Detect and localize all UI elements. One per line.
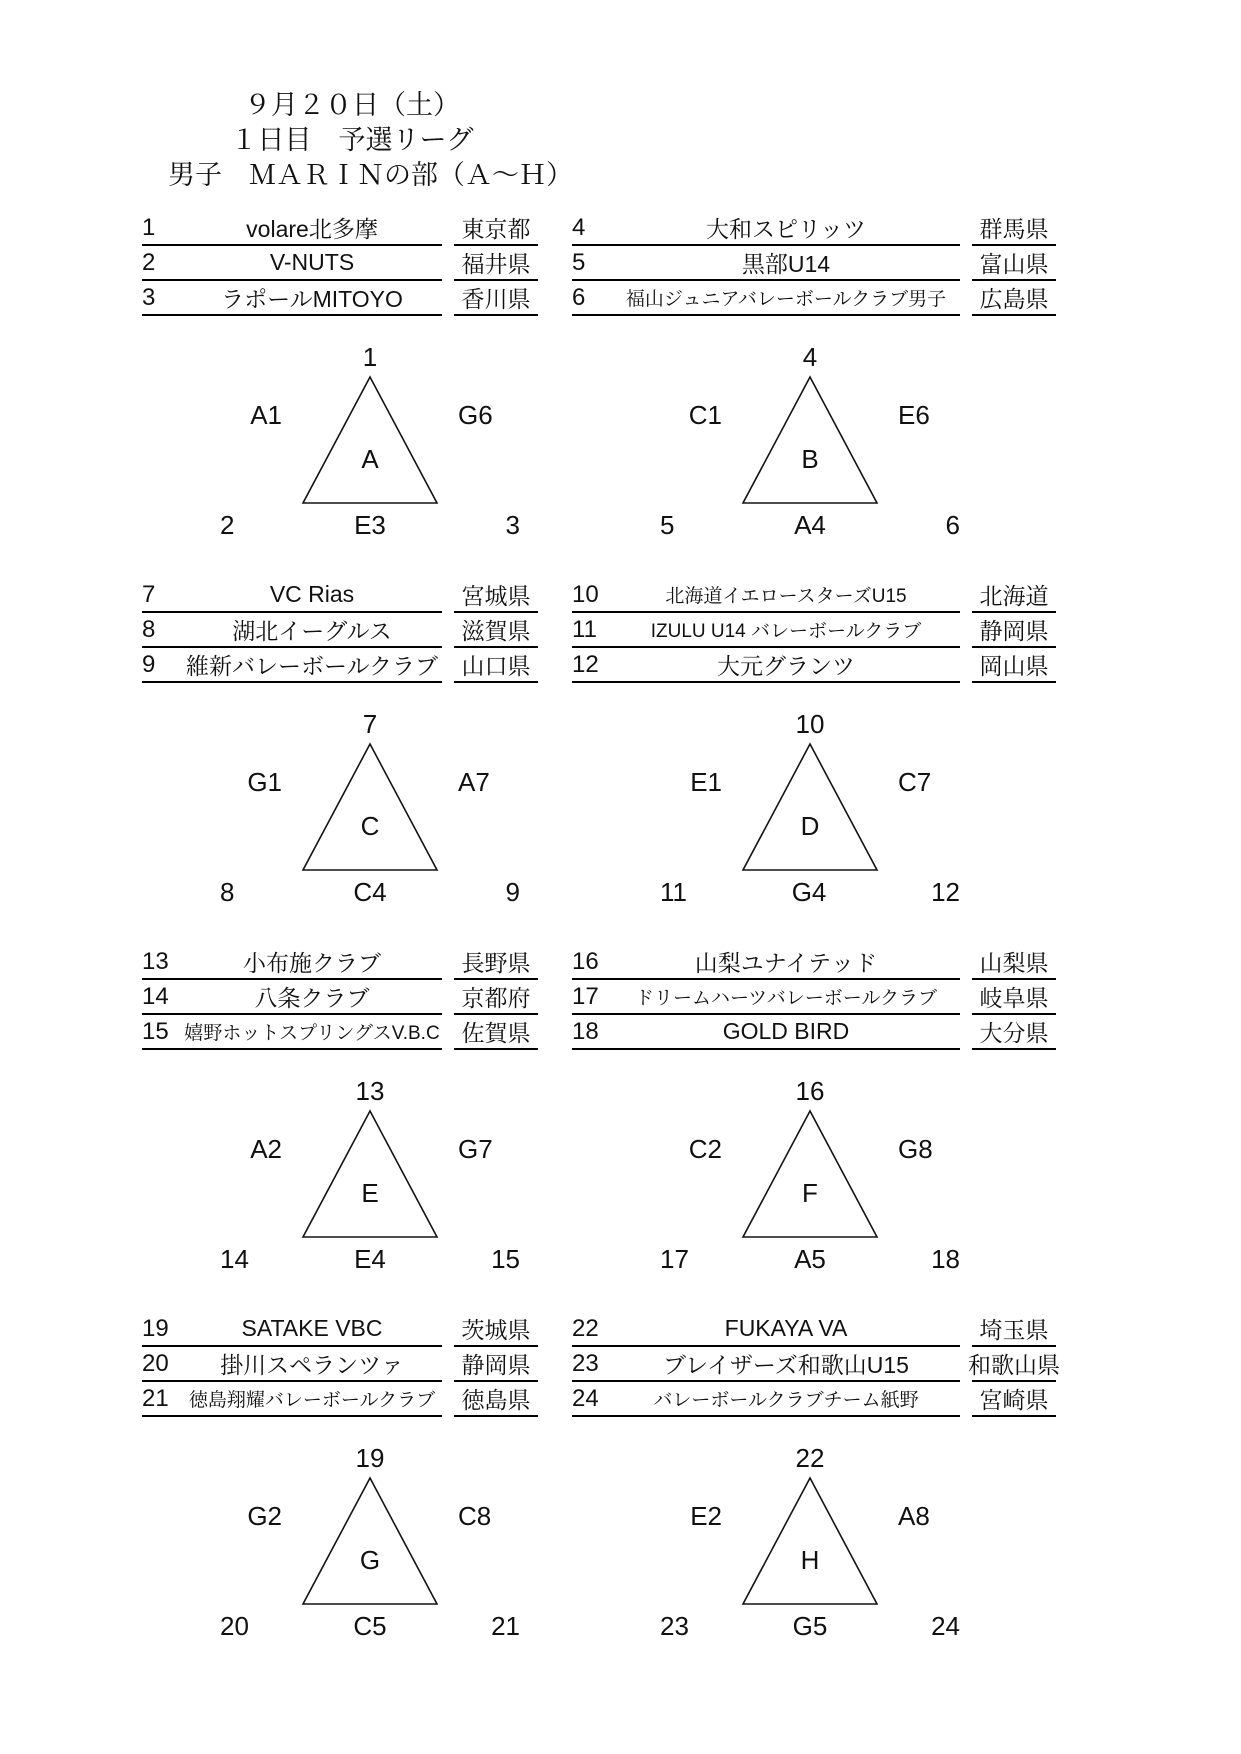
team-name: 嬉野ホットスプリングスV.B.C [184, 1023, 440, 1044]
team-row-main [572, 613, 960, 648]
team-prefecture: 佐賀県 [454, 1015, 538, 1050]
team-prefecture: 山梨県 [972, 945, 1056, 980]
team-row-main [572, 281, 960, 316]
team-number: 6 [572, 283, 586, 311]
table-row [142, 1015, 538, 1050]
team-prefecture: 宮崎県 [972, 1382, 1056, 1417]
pool-right-match: A8 [898, 1501, 930, 1531]
table-row [572, 980, 1056, 1015]
pool-triangle-area [645, 1475, 975, 1607]
team-row-main [142, 613, 442, 648]
pool-right-match: G7 [458, 1134, 493, 1164]
pool-bottom-right-team: 18 [931, 1244, 960, 1274]
pool-top-team: 10 [795, 709, 825, 739]
pool-left-match: E1 [690, 767, 722, 797]
pool-bottom-left-team: 20 [220, 1611, 249, 1641]
team-name: 掛川スペランツァ [220, 1352, 404, 1378]
event-division: 男子 ＭＡＲＩＮの部（Ａ～Ｈ） [168, 160, 573, 190]
table-row [572, 945, 1056, 980]
triangle-icon [730, 374, 890, 506]
team-prefecture: 香川県 [454, 281, 538, 316]
pool-bottom-row [220, 877, 520, 911]
triangle-icon [290, 741, 450, 873]
team-number: 5 [572, 248, 586, 276]
team-table [142, 211, 538, 316]
team-number: 14 [142, 982, 169, 1010]
pool-bottom-row [220, 1244, 520, 1278]
pool-top-team: 19 [355, 1443, 385, 1473]
event-date: ９月２０日（土） [244, 90, 460, 120]
tables-row [142, 578, 1241, 683]
team-row-main [572, 1382, 960, 1417]
team-row-main [142, 1382, 442, 1417]
team-row-main [572, 945, 960, 980]
pool-block [142, 211, 1241, 544]
team-number: 22 [572, 1314, 599, 1342]
team-prefecture: 徳島県 [454, 1382, 538, 1417]
team-number: 18 [572, 1017, 599, 1045]
pool-right-match: C7 [898, 767, 932, 797]
table-row [142, 648, 538, 683]
team-row-main [572, 980, 960, 1015]
triangle-icon [290, 374, 450, 506]
team-name: GOLD BIRD [722, 1018, 850, 1044]
team-row-main [572, 211, 960, 246]
team-number: 16 [572, 947, 599, 975]
team-prefecture: 山口県 [454, 648, 538, 683]
team-table [142, 578, 538, 683]
team-row-main [142, 281, 442, 316]
team-prefecture: 岐阜県 [972, 980, 1056, 1015]
pool-diagram [645, 1076, 975, 1278]
team-row-main [142, 578, 442, 613]
pool-block [142, 1312, 1241, 1645]
pool-bottom-right-team: 24 [931, 1611, 960, 1641]
triangles-row [142, 1076, 1241, 1278]
pool-triangle-area [645, 374, 975, 506]
team-name: volare北多摩 [246, 216, 378, 242]
team-number: 4 [572, 213, 586, 241]
team-name: 大和スピリッツ [705, 216, 867, 242]
table-row [142, 1382, 538, 1417]
pool-figure [538, 1076, 1022, 1278]
team-row-main [572, 1015, 960, 1050]
triangles-row [142, 1443, 1241, 1645]
team-number: 1 [142, 213, 156, 241]
team-name: 福山ジュニアバレーボールクラブ男子 [625, 289, 947, 310]
pool-bottom-left-team: 11 [660, 877, 687, 907]
triangle-icon [290, 1108, 450, 1240]
team-table [572, 578, 1056, 683]
team-name: SATAKE VBC [241, 1315, 383, 1341]
team-prefecture: 富山県 [972, 246, 1056, 281]
team-table [142, 945, 538, 1050]
team-number: 19 [142, 1314, 169, 1342]
pool-letter: E [361, 1178, 379, 1208]
pool-left-match: E2 [690, 1501, 722, 1531]
pool-bottom-right-team: 9 [505, 877, 520, 907]
pool-bottom-left-team: 8 [220, 877, 235, 907]
table-row [142, 613, 538, 648]
table-row [572, 648, 1056, 683]
team-table [572, 1312, 1060, 1417]
team-name: VC Rias [269, 581, 355, 607]
pool-blocks [142, 211, 1241, 1645]
table-row [142, 211, 538, 246]
table-row [572, 578, 1056, 613]
pool-bottom-right-team: 6 [945, 510, 960, 540]
pool-triangle-area [205, 1108, 535, 1240]
team-prefecture: 広島県 [972, 281, 1056, 316]
team-table [572, 945, 1056, 1050]
table-row [572, 1312, 1056, 1347]
team-number: 24 [572, 1384, 599, 1412]
triangle-icon [730, 1108, 890, 1240]
pool-bottom-left-team: 2 [220, 510, 235, 540]
pool-top-team: 13 [355, 1076, 385, 1106]
pool-bottom-match: C5 [353, 1611, 387, 1641]
pool-figure [142, 1076, 538, 1278]
team-name: 山梨ユナイテッド [694, 950, 878, 976]
team-number: 3 [142, 283, 156, 311]
team-name: ラポールMITOYO [221, 286, 403, 312]
team-prefecture: 茨城県 [454, 1312, 538, 1347]
pool-top-team: 22 [795, 1443, 825, 1473]
pool-bottom-row [220, 1611, 520, 1645]
pool-bottom-row [660, 510, 960, 544]
team-prefecture: 和歌山県 [972, 1347, 1056, 1382]
pool-left-match: G1 [247, 767, 282, 797]
pool-bottom-row [660, 1611, 960, 1645]
pool-figure [538, 1443, 1022, 1645]
team-name: バレーボールクラブチーム紙野 [653, 1390, 919, 1411]
pool-bottom-right-team: 15 [491, 1244, 520, 1274]
pool-left-match: A2 [250, 1134, 282, 1164]
team-row-main [142, 1347, 442, 1382]
team-row-main [572, 1347, 960, 1382]
team-prefecture: 東京都 [454, 211, 538, 246]
team-prefecture: 宮城県 [454, 578, 538, 613]
team-row-main [572, 246, 960, 281]
pool-bottom-match: A5 [794, 1244, 826, 1274]
tables-row [142, 1312, 1241, 1417]
pool-bottom-right-team: 21 [491, 1611, 520, 1641]
tables-row [142, 945, 1241, 1050]
pool-letter: H [800, 1545, 820, 1575]
table-row [142, 578, 538, 613]
pool-bottom-left-team: 17 [660, 1244, 689, 1274]
team-row-main [142, 211, 442, 246]
pool-triangle-area [645, 1108, 975, 1240]
team-number: 12 [572, 650, 599, 678]
table-row [572, 281, 1056, 316]
team-name: ブレイザーズ和歌山U15 [663, 1352, 909, 1378]
team-number: 8 [142, 615, 156, 643]
pool-block [142, 578, 1241, 911]
triangles-row [142, 342, 1241, 544]
pool-diagram [645, 1443, 975, 1645]
team-number: 20 [142, 1349, 169, 1377]
pool-diagram [205, 1076, 535, 1278]
table-row [572, 613, 1056, 648]
team-name: 北海道イエロースターズU15 [665, 586, 907, 607]
team-row-main [142, 246, 442, 281]
team-number: 21 [142, 1384, 169, 1412]
pool-letter: G [359, 1545, 381, 1575]
pool-bottom-row [220, 510, 520, 544]
triangle-icon [730, 741, 890, 873]
pool-bottom-left-team: 23 [660, 1611, 689, 1641]
page-header [168, 88, 573, 193]
pool-right-match: G8 [898, 1134, 933, 1164]
pool-block [142, 945, 1241, 1278]
team-name: 湖北イーグルス [232, 618, 392, 644]
pool-bottom-match: E4 [354, 1244, 386, 1274]
table-row [142, 246, 538, 281]
team-prefecture: 大分県 [972, 1015, 1056, 1050]
team-prefecture: 滋賀県 [454, 613, 538, 648]
team-row-main [572, 1312, 960, 1347]
pool-diagram [205, 709, 535, 911]
team-name: 小布施クラブ [243, 950, 381, 976]
pool-diagram [645, 342, 975, 544]
pool-bottom-match: G4 [791, 877, 827, 907]
pool-right-match: G6 [458, 400, 493, 430]
pool-bottom-left-team: 14 [220, 1244, 249, 1274]
pool-left-match: C2 [688, 1134, 722, 1164]
team-name: V-NUTS [269, 249, 355, 275]
table-row [142, 945, 538, 980]
pool-figure [142, 342, 538, 544]
team-name: 大元グランツ [717, 653, 855, 679]
pool-top-team: 16 [795, 1076, 825, 1106]
team-row-main [142, 980, 442, 1015]
team-name: 維新バレーボールクラブ [185, 653, 439, 679]
table-row [142, 980, 538, 1015]
pool-bottom-row [660, 1244, 960, 1278]
triangle-icon [290, 1475, 450, 1607]
team-name: IZULU U14 バレーボールクラブ [650, 621, 922, 642]
team-name: FUKAYA VA [724, 1315, 848, 1341]
team-number: 10 [572, 580, 599, 608]
pool-bottom-match: C4 [353, 877, 387, 907]
team-row-main [572, 578, 960, 613]
pool-bottom-left-team: 5 [660, 510, 675, 540]
table-row [142, 281, 538, 316]
table-row [572, 246, 1056, 281]
triangle-icon [730, 1475, 890, 1607]
team-prefecture: 長野県 [454, 945, 538, 980]
table-row [572, 1015, 1056, 1050]
pool-top-team: 4 [802, 342, 818, 372]
pool-letter: D [800, 811, 820, 841]
team-number: 2 [142, 248, 156, 276]
pool-bottom-match: E3 [354, 510, 386, 540]
pool-right-match: A7 [458, 767, 490, 797]
pool-bottom-row [660, 877, 960, 911]
team-row-main [142, 1015, 442, 1050]
pool-figure [538, 709, 1022, 911]
pool-left-match: G2 [247, 1501, 282, 1531]
pool-figure [142, 1443, 538, 1645]
team-number: 7 [142, 580, 156, 608]
team-number: 23 [572, 1349, 599, 1377]
team-number: 9 [142, 650, 156, 678]
team-prefecture: 京都府 [454, 980, 538, 1015]
pool-right-match: C8 [458, 1501, 492, 1531]
pool-figure [538, 342, 1022, 544]
team-number: 11 [572, 615, 597, 643]
team-row-main [572, 648, 960, 683]
pool-left-match: A1 [250, 400, 282, 430]
table-row [572, 211, 1056, 246]
pool-letter: F [802, 1178, 818, 1208]
table-row [142, 1347, 538, 1382]
pool-bottom-right-team: 12 [931, 877, 960, 907]
pool-triangle-area [645, 741, 975, 873]
team-name: ドリームハーツバレーボールクラブ [634, 988, 938, 1009]
team-table [572, 211, 1056, 316]
team-prefecture: 埼玉県 [972, 1312, 1056, 1347]
pool-diagram [205, 342, 535, 544]
team-row-main [142, 1312, 442, 1347]
pool-diagram [205, 1443, 535, 1645]
pool-figure [142, 709, 538, 911]
table-row [142, 1312, 538, 1347]
pool-letter: C [360, 811, 380, 841]
team-prefecture: 群馬県 [972, 211, 1056, 246]
team-number: 17 [572, 982, 599, 1010]
table-row [572, 1382, 1056, 1417]
team-number: 15 [142, 1017, 169, 1045]
event-round: １日目 予選リーグ [230, 125, 474, 155]
team-prefecture: 静岡県 [454, 1347, 538, 1382]
pool-bottom-match: G5 [792, 1611, 828, 1641]
team-prefecture: 北海道 [972, 578, 1056, 613]
pool-left-match: C1 [688, 400, 722, 430]
team-prefecture: 福井県 [454, 246, 538, 281]
pool-right-match: E6 [898, 400, 930, 430]
team-name: 徳島翔耀バレーボールクラブ [188, 1390, 436, 1411]
pool-top-team: 7 [362, 709, 378, 739]
pool-diagram [645, 709, 975, 911]
table-row [572, 1347, 1060, 1382]
pool-bottom-match: A4 [794, 510, 826, 540]
pool-letter: B [801, 444, 819, 474]
triangles-row [142, 709, 1241, 911]
pool-bottom-right-team: 3 [505, 510, 520, 540]
team-number: 13 [142, 947, 169, 975]
team-table [142, 1312, 538, 1417]
team-prefecture: 岡山県 [972, 648, 1056, 683]
pool-triangle-area [205, 374, 535, 506]
tables-row [142, 211, 1241, 316]
pool-top-team: 1 [362, 342, 378, 372]
team-name: 八条クラブ [254, 985, 370, 1011]
pool-triangle-area [205, 1475, 535, 1607]
pool-triangle-area [205, 741, 535, 873]
team-prefecture: 静岡県 [972, 613, 1056, 648]
team-row-main [142, 648, 442, 683]
team-row-main [142, 945, 442, 980]
pool-letter: A [361, 444, 379, 474]
team-name: 黒部U14 [741, 251, 831, 277]
